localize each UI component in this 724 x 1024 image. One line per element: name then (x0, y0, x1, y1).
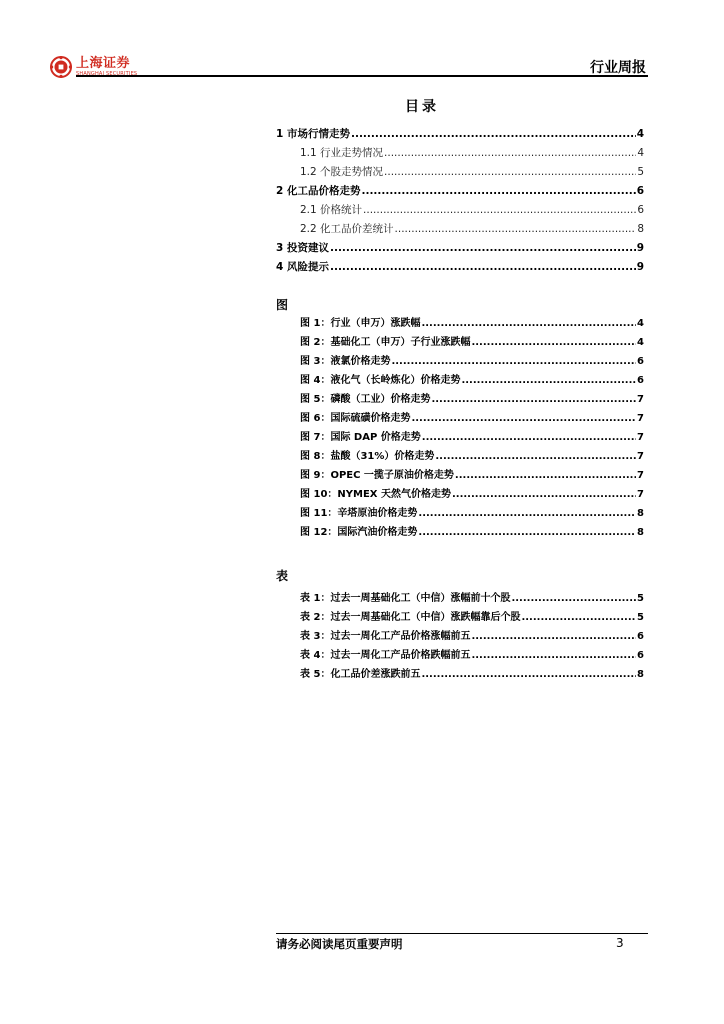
leader-dots (431, 393, 636, 407)
toc-entry[interactable] (276, 260, 644, 274)
table-entry-text: 表 5：化工品价差涨跌前五 (300, 669, 421, 680)
toc-entry-text: 4 风险提示 (276, 261, 329, 273)
table-entry-text: 表 3：过去一周化工产品价格涨幅前五 (300, 631, 471, 642)
toc-entry-page: 8 (637, 223, 644, 235)
report-type-label: 行业周报 (590, 60, 646, 76)
figure-entry-text: 图 11：辛塔原油价格走势 (300, 508, 418, 519)
page-number: 3 (616, 936, 624, 950)
figure-entry-text: 图 4：液化气（长岭炼化）价格走势 (300, 375, 461, 386)
shanghai-securities-logo-icon (50, 56, 72, 78)
leader-dots (351, 127, 636, 141)
leader-dots (330, 260, 636, 274)
toc-entry-page: 4 (637, 147, 644, 159)
leader-dots (421, 317, 636, 331)
figure-entry-page: 4 (637, 337, 644, 348)
toc-entry[interactable] (276, 184, 644, 198)
leader-dots (330, 241, 636, 255)
table-entry-text: 表 1：过去一周基础化工（中信）涨幅前十个股 (300, 593, 511, 604)
figure-entry-text: 图 1：行业（申万）涨跌幅 (300, 318, 421, 329)
table-entry-page: 8 (637, 669, 644, 680)
leader-dots (363, 203, 636, 217)
leader-dots (395, 222, 637, 236)
toc-entry-text: 2.1 价格统计 (300, 204, 363, 216)
figure-entry-page: 4 (637, 318, 644, 329)
figure-entry[interactable] (300, 431, 644, 445)
figure-entry[interactable] (300, 336, 644, 350)
leader-dots (411, 412, 636, 426)
logo-english-name: SHANGHAI SECURITIES (76, 71, 138, 77)
figure-entry-page: 8 (637, 508, 644, 519)
toc-entry-text: 1.1 行业走势情况 (300, 147, 384, 159)
figure-entry-text: 图 6：国际硫磺价格走势 (300, 413, 411, 424)
table-entry-page: 6 (637, 631, 644, 642)
toc-entry-page: 9 (636, 242, 644, 254)
leader-dots (521, 611, 636, 625)
leader-dots (511, 592, 636, 606)
figure-entry-page: 7 (637, 470, 644, 481)
figure-entry-text: 图 10：NYMEX 天然气价格走势 (300, 489, 451, 500)
leader-dots (471, 630, 636, 644)
figure-entry-page: 7 (637, 413, 644, 424)
toc-entry[interactable] (300, 222, 644, 236)
figure-entry-page: 6 (637, 375, 644, 386)
toc-entry-text: 2.2 化工品价差统计 (300, 223, 394, 235)
toc-entry[interactable] (300, 146, 644, 160)
leader-dots (384, 146, 636, 160)
toc-entry-text: 1 市场行情走势 (276, 128, 350, 140)
toc-entry[interactable] (276, 127, 644, 141)
leader-dots (422, 431, 636, 445)
disclaimer-note: 请务必阅读尾页重要声明 (276, 937, 403, 951)
leader-dots (421, 668, 636, 682)
logo-chinese-name: 上海证券 (76, 56, 131, 71)
figure-entry[interactable] (300, 374, 644, 388)
figure-entry[interactable] (300, 393, 644, 407)
figure-entry-text: 图 9：OPEC 一揽子原油价格走势 (300, 470, 454, 481)
table-entry[interactable] (300, 592, 644, 606)
leader-dots (471, 649, 636, 663)
leader-dots (384, 165, 636, 179)
figure-entry-page: 7 (637, 489, 644, 500)
leader-dots (361, 184, 635, 198)
toc-entry[interactable] (300, 165, 644, 179)
leader-dots (391, 355, 636, 369)
figure-entry[interactable] (300, 469, 644, 483)
figure-entry-text: 图 5：磷酸（工业）价格走势 (300, 394, 431, 405)
figure-entry-page: 8 (637, 527, 644, 538)
table-entry[interactable] (300, 630, 644, 644)
figure-entry[interactable] (300, 317, 644, 331)
table-entry[interactable] (300, 649, 644, 663)
toc-entry[interactable] (276, 241, 644, 255)
figure-entry-text: 图 8：盐酸（31%）价格走势 (300, 451, 435, 462)
toc-entry-page: 6 (636, 185, 644, 197)
figure-entry-page: 7 (637, 432, 644, 443)
figure-entry[interactable] (300, 507, 644, 521)
header-divider (76, 75, 648, 77)
toc-entry-page: 5 (637, 166, 644, 178)
leader-dots (461, 374, 636, 388)
toc-entry-page: 9 (636, 261, 644, 273)
toc-title: 目录 (405, 99, 439, 115)
figure-entry[interactable] (300, 412, 644, 426)
figure-entry-text: 图 3：液氯价格走势 (300, 356, 391, 367)
toc-entry-text: 1.2 个股走势情况 (300, 166, 384, 178)
toc-entry-text: 2 化工品价格走势 (276, 185, 361, 197)
figure-entry-text: 图 2：基础化工（申万）子行业涨跌幅 (300, 337, 471, 348)
footer-divider (276, 933, 648, 934)
table-entry[interactable] (300, 611, 644, 625)
figure-entry[interactable] (300, 355, 644, 369)
figure-entry-page: 6 (637, 356, 644, 367)
toc-entry[interactable] (300, 203, 644, 217)
figure-entry[interactable] (300, 526, 644, 540)
table-entry[interactable] (300, 668, 644, 682)
table-entry-page: 6 (637, 650, 644, 661)
table-entry-text: 表 2：过去一周基础化工（中信）涨跌幅靠后个股 (300, 612, 521, 623)
figure-entry-text: 图 7：国际 DAP 价格走势 (300, 432, 421, 443)
table-entry-page: 5 (637, 593, 644, 604)
figure-entry[interactable] (300, 450, 644, 464)
toc-entry-page: 4 (636, 128, 644, 140)
figure-entry[interactable] (300, 488, 644, 502)
figure-entry-page: 7 (637, 394, 644, 405)
figure-entry-page: 7 (637, 451, 644, 462)
figure-entry-text: 图 12：国际汽油价格走势 (300, 527, 418, 538)
leader-dots (471, 336, 636, 350)
tables-heading: 表 (276, 569, 289, 583)
toc-entry-text: 3 投资建议 (276, 242, 329, 254)
leader-dots (418, 507, 636, 521)
figures-heading: 图 (276, 298, 289, 312)
leader-dots (418, 526, 636, 540)
table-entry-text: 表 4：过去一周化工产品价格跌幅前五 (300, 650, 471, 661)
leader-dots (455, 469, 636, 483)
table-entry-page: 5 (637, 612, 644, 623)
leader-dots (435, 450, 636, 464)
leader-dots (452, 488, 636, 502)
toc-entry-page: 6 (637, 204, 644, 216)
